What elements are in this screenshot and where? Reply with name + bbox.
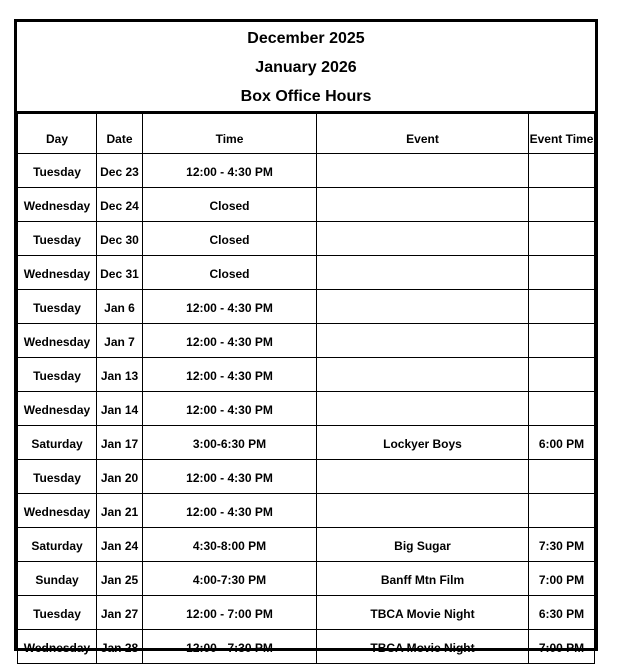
box-office-hours-table bbox=[14, 19, 598, 655]
event-time-cell bbox=[529, 324, 595, 358]
table-row bbox=[18, 630, 595, 664]
day-cell: Wednesday bbox=[18, 188, 97, 222]
title-subject: Box Office Hours bbox=[240, 88, 372, 105]
schedule-body bbox=[18, 154, 595, 664]
event-time-cell: 6:00 PM bbox=[529, 426, 595, 460]
day-cell: Saturday bbox=[18, 528, 97, 562]
event-cell bbox=[317, 392, 529, 426]
day-cell: Tuesday bbox=[18, 460, 97, 494]
event-time-cell bbox=[529, 392, 595, 426]
day-cell: Tuesday bbox=[18, 358, 97, 392]
table-row bbox=[18, 596, 595, 630]
time-cell: 3:00-6:30 PM bbox=[143, 426, 317, 460]
table-row bbox=[18, 460, 595, 494]
table-row bbox=[18, 358, 595, 392]
time-cell: Closed bbox=[143, 256, 317, 290]
event-cell bbox=[317, 358, 529, 392]
date-cell: Dec 31 bbox=[97, 256, 143, 290]
time-cell: 12:00 - 7:30 PM bbox=[143, 630, 317, 664]
time-cell: 12:00 - 4:30 PM bbox=[143, 494, 317, 528]
date-cell: Jan 14 bbox=[97, 392, 143, 426]
day-cell: Wednesday bbox=[18, 256, 97, 290]
day-cell: Saturday bbox=[18, 426, 97, 460]
table-row bbox=[18, 528, 595, 562]
event-cell: TBCA Movie Night bbox=[317, 596, 529, 630]
day-cell: Tuesday bbox=[18, 596, 97, 630]
event-cell bbox=[317, 154, 529, 188]
date-cell: Jan 6 bbox=[97, 290, 143, 324]
event-cell: Big Sugar bbox=[317, 528, 529, 562]
table-row bbox=[18, 392, 595, 426]
time-cell: 12:00 - 4:30 PM bbox=[143, 392, 317, 426]
time-cell: 12:00 - 7:00 PM bbox=[143, 596, 317, 630]
event-time-cell: 6:30 PM bbox=[529, 596, 595, 630]
time-cell: 4:30-8:00 PM bbox=[143, 528, 317, 562]
time-cell: 4:00-7:30 PM bbox=[143, 562, 317, 596]
event-cell bbox=[317, 222, 529, 256]
day-cell: Tuesday bbox=[18, 222, 97, 256]
event-cell bbox=[317, 324, 529, 358]
event-time-cell bbox=[529, 358, 595, 392]
day-cell: Tuesday bbox=[18, 154, 97, 188]
column-header-event: Event bbox=[317, 114, 529, 154]
table-row bbox=[18, 426, 595, 460]
event-time-cell bbox=[529, 222, 595, 256]
table-row bbox=[18, 188, 595, 222]
column-header-time: Time bbox=[143, 114, 317, 154]
event-cell bbox=[317, 460, 529, 494]
date-cell: Jan 24 bbox=[97, 528, 143, 562]
event-cell: TBCA Movie Night bbox=[317, 630, 529, 664]
date-cell: Jan 21 bbox=[97, 494, 143, 528]
table-row bbox=[18, 256, 595, 290]
event-cell: Lockyer Boys bbox=[317, 426, 529, 460]
event-time-cell bbox=[529, 460, 595, 494]
date-cell: Jan 28 bbox=[97, 630, 143, 664]
day-cell: Sunday bbox=[18, 562, 97, 596]
date-cell: Jan 13 bbox=[97, 358, 143, 392]
schedule-table bbox=[17, 113, 595, 664]
column-header-date: Date bbox=[97, 114, 143, 154]
date-cell: Jan 25 bbox=[97, 562, 143, 596]
day-cell: Wednesday bbox=[18, 630, 97, 664]
event-time-cell: 7:30 PM bbox=[529, 528, 595, 562]
day-cell: Wednesday bbox=[18, 392, 97, 426]
table-row bbox=[18, 324, 595, 358]
date-cell: Jan 20 bbox=[97, 460, 143, 494]
column-header-day: Day bbox=[18, 114, 97, 154]
event-time-cell bbox=[529, 188, 595, 222]
event-time-cell: 7:00 PM bbox=[529, 630, 595, 664]
time-cell: Closed bbox=[143, 222, 317, 256]
date-cell: Jan 7 bbox=[97, 324, 143, 358]
day-cell: Wednesday bbox=[18, 494, 97, 528]
table-row bbox=[18, 154, 595, 188]
time-cell: 12:00 - 4:30 PM bbox=[143, 290, 317, 324]
schedule-header bbox=[18, 114, 595, 154]
day-cell: Tuesday bbox=[18, 290, 97, 324]
date-cell: Dec 23 bbox=[97, 154, 143, 188]
date-cell: Dec 24 bbox=[97, 188, 143, 222]
table-row bbox=[18, 494, 595, 528]
event-time-cell bbox=[529, 494, 595, 528]
event-cell bbox=[317, 494, 529, 528]
table-title-block bbox=[17, 22, 595, 113]
event-time-cell bbox=[529, 256, 595, 290]
event-time-cell: 7:00 PM bbox=[529, 562, 595, 596]
time-cell: 12:00 - 4:30 PM bbox=[143, 154, 317, 188]
date-cell: Dec 30 bbox=[97, 222, 143, 256]
header-row bbox=[18, 114, 595, 154]
event-cell: Banff Mtn Film bbox=[317, 562, 529, 596]
time-cell: 12:00 - 4:30 PM bbox=[143, 358, 317, 392]
table-row bbox=[18, 562, 595, 596]
title-month-1: December 2025 bbox=[247, 30, 365, 47]
column-header-event-time: Event Time bbox=[529, 114, 595, 154]
time-cell: 12:00 - 4:30 PM bbox=[143, 324, 317, 358]
date-cell: Jan 17 bbox=[97, 426, 143, 460]
event-cell bbox=[317, 188, 529, 222]
title-month-2: January 2026 bbox=[255, 59, 357, 76]
event-time-cell bbox=[529, 154, 595, 188]
table-row bbox=[18, 222, 595, 256]
time-cell: 12:00 - 4:30 PM bbox=[143, 460, 317, 494]
event-cell bbox=[317, 256, 529, 290]
time-cell: Closed bbox=[143, 188, 317, 222]
table-row bbox=[18, 290, 595, 324]
event-cell bbox=[317, 290, 529, 324]
event-time-cell bbox=[529, 290, 595, 324]
date-cell: Jan 27 bbox=[97, 596, 143, 630]
day-cell: Wednesday bbox=[18, 324, 97, 358]
